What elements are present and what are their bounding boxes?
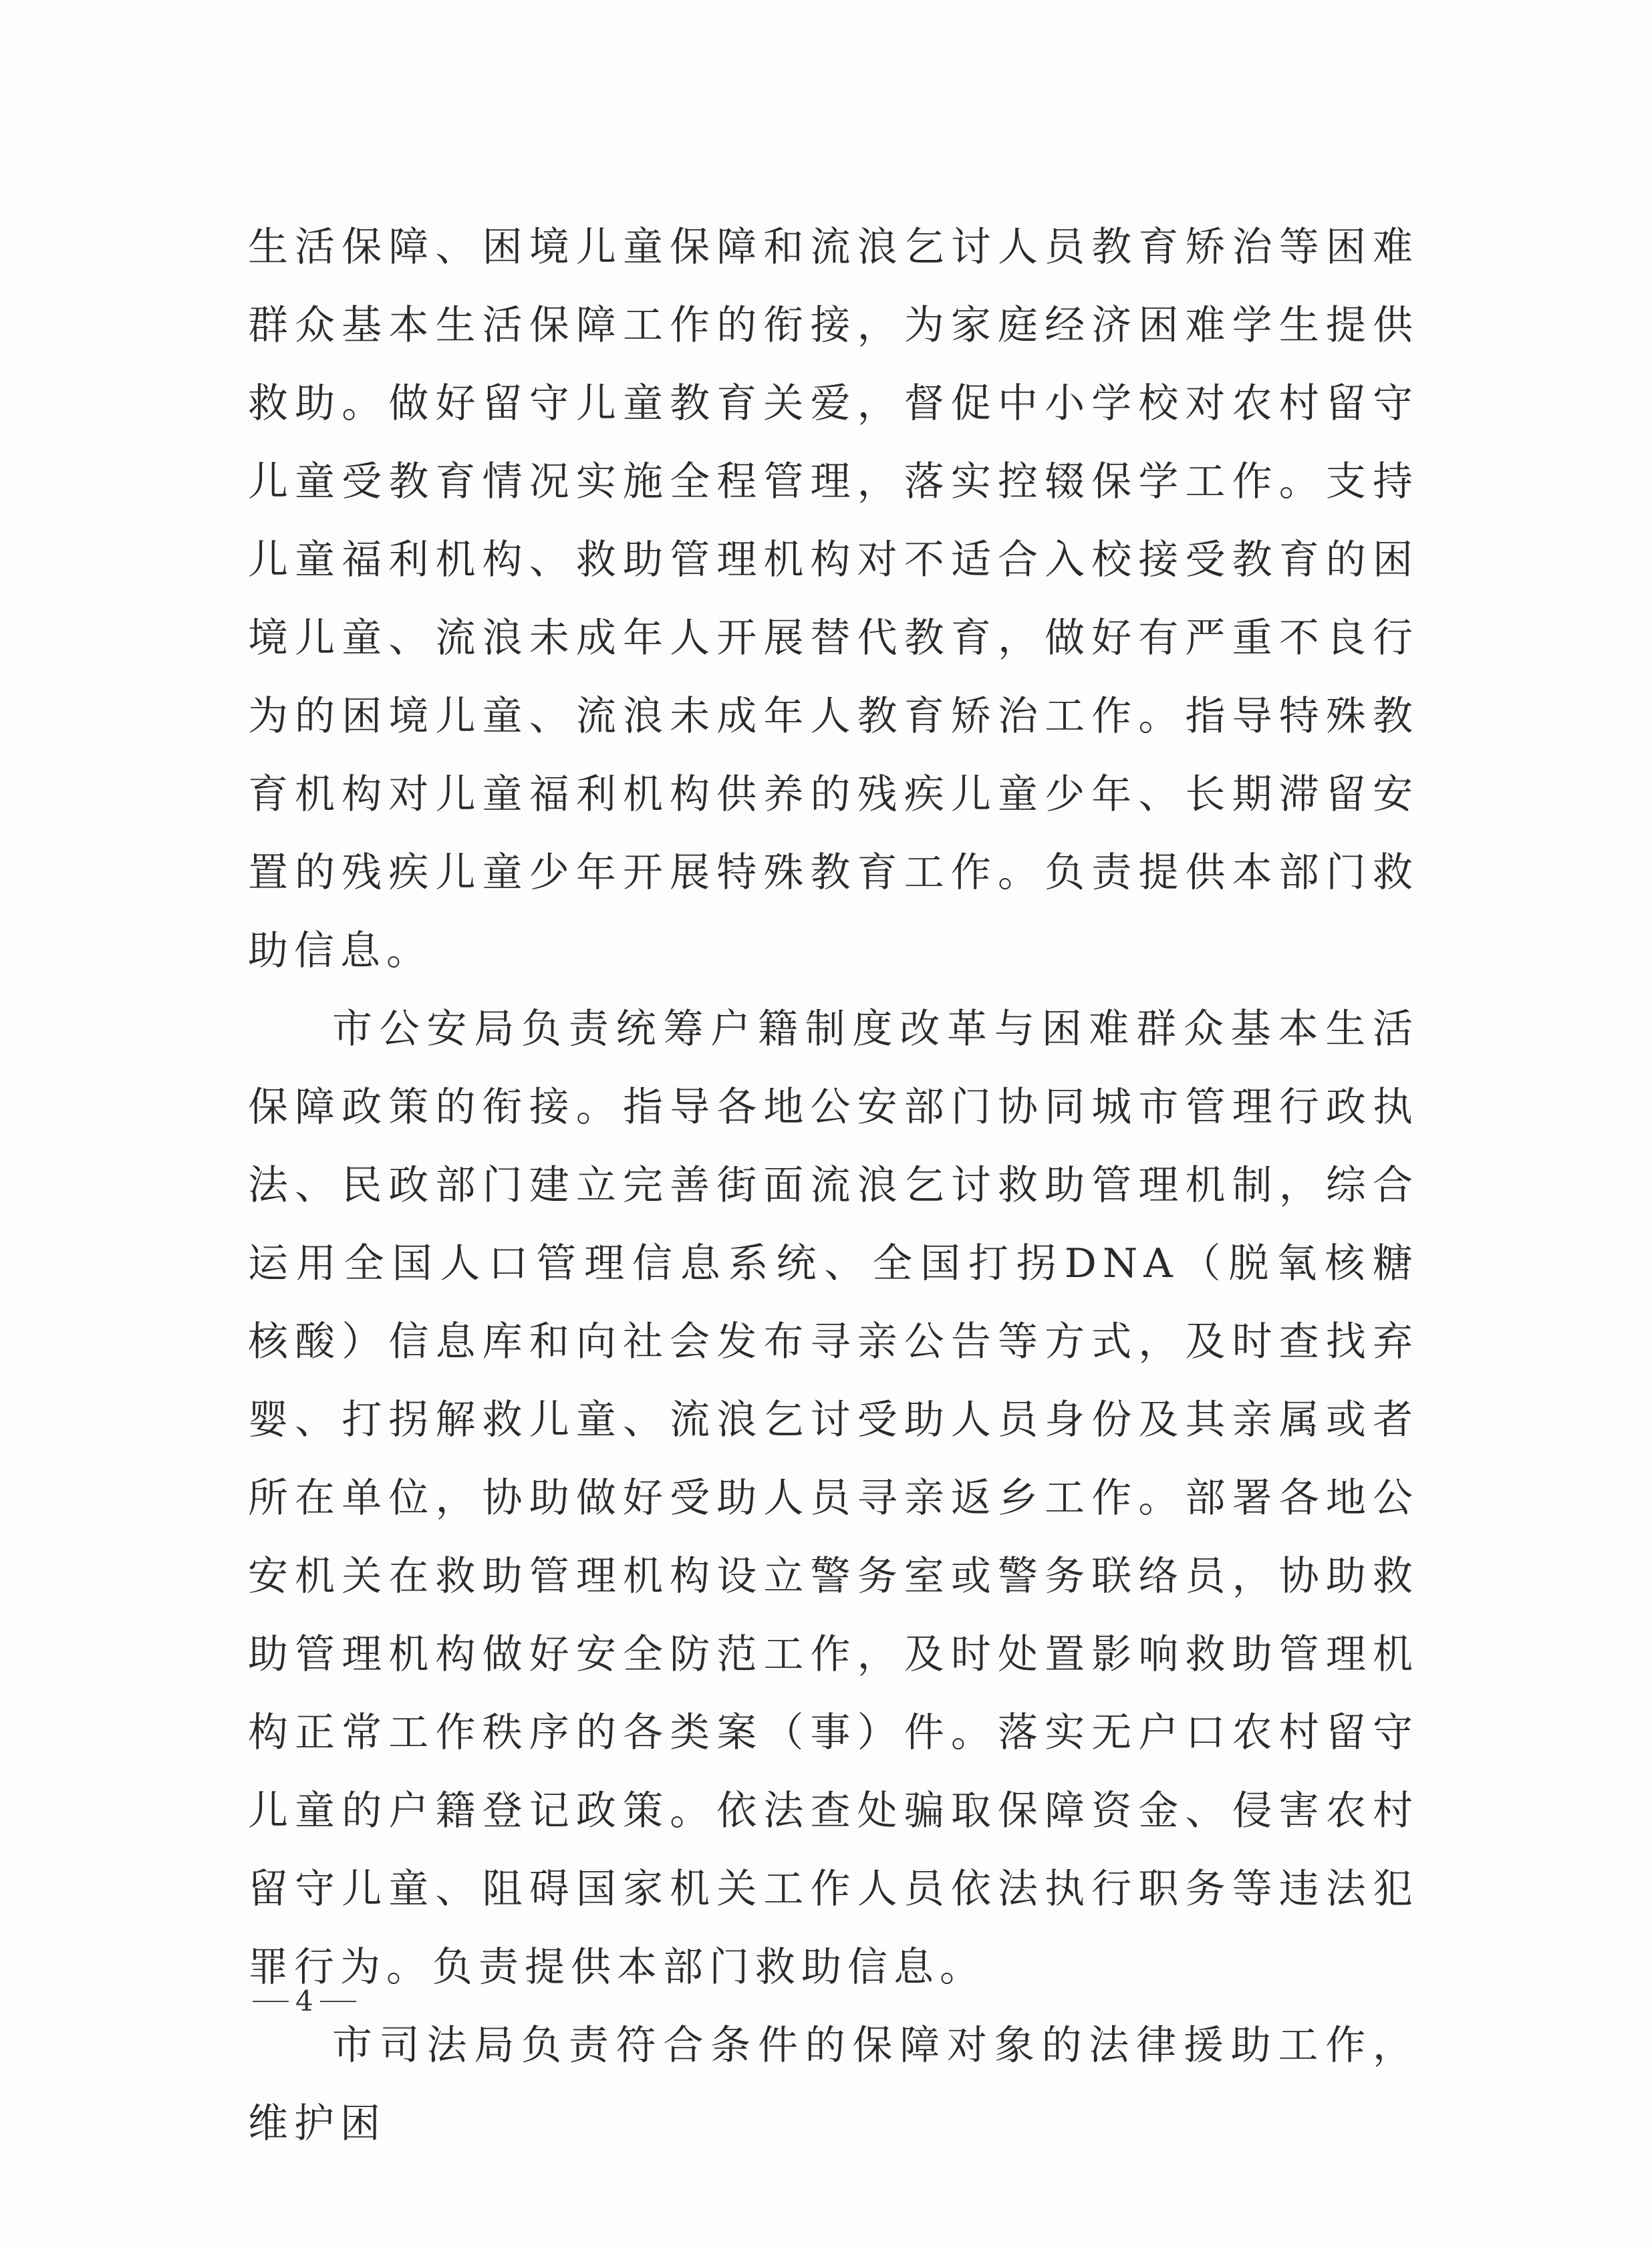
page-number-left-dash: [253, 2001, 289, 2002]
page-footer: [246, 1985, 363, 2017]
paragraph-justice: 市司法局负责符合条件的保障对象的法律援助工作，维护困: [248, 2022, 1419, 2147]
page-number: 4: [295, 1985, 313, 2017]
body-text: [248, 208, 1419, 2163]
page-number-right-dash: [320, 2001, 356, 2002]
paragraph-public-security: 市公安局负责统筹户籍制度改革与困难群众基本生活保障政策的衔接。指导各地公安部门协同城市管理行政执法、民政部门建立完善街面流浪乞讨救助管理机制，综合运用全国人口管理信息系统、全国打拐DNA（脱氧核糖核酸）信息库和向社会发布寻亲公告等方式，及时查找弃婴、打拐解救儿童、流浪乞讨受助人员身份及其亲属或者所在单位，协助做好受助人员寻亲返乡工作。部署各地公安机关在救助管理机构设立警务室或警务联络员，协助救助管理机构做好安全防范工作，及时处置影响救助管理机构正常工作秩序的各类案（事）件。落实无户口农村留守儿童的户籍登记政策。依法查处骗取保障资金、侵害农村留守儿童、阻碍国家机关工作人员依法执行职务等违法犯罪行为。负责提供本部门救助信息。: [248, 1006, 1419, 1991]
paragraph-education: 生活保障、困境儿童保障和流浪乞讨人员教育矫治等困难群众基本生活保障工作的衔接，为家庭经济困难学生提供救助。做好留守儿童教育关爱，督促中小学校对农村留守儿童受教育情况实施全程管理，落实控辍保学工作。支持儿童福利机构、救助管理机构对不适合入校接受教育的困境儿童、流浪未成年人开展替代教育，做好有严重不良行为的困境儿童、流浪未成年人教育矫治工作。指导特殊教育机构对儿童福利机构供养的残疾儿童少年、长期滞留安置的残疾儿童少年开展特殊教育工作。负责提供本部门救助信息。: [248, 224, 1419, 974]
